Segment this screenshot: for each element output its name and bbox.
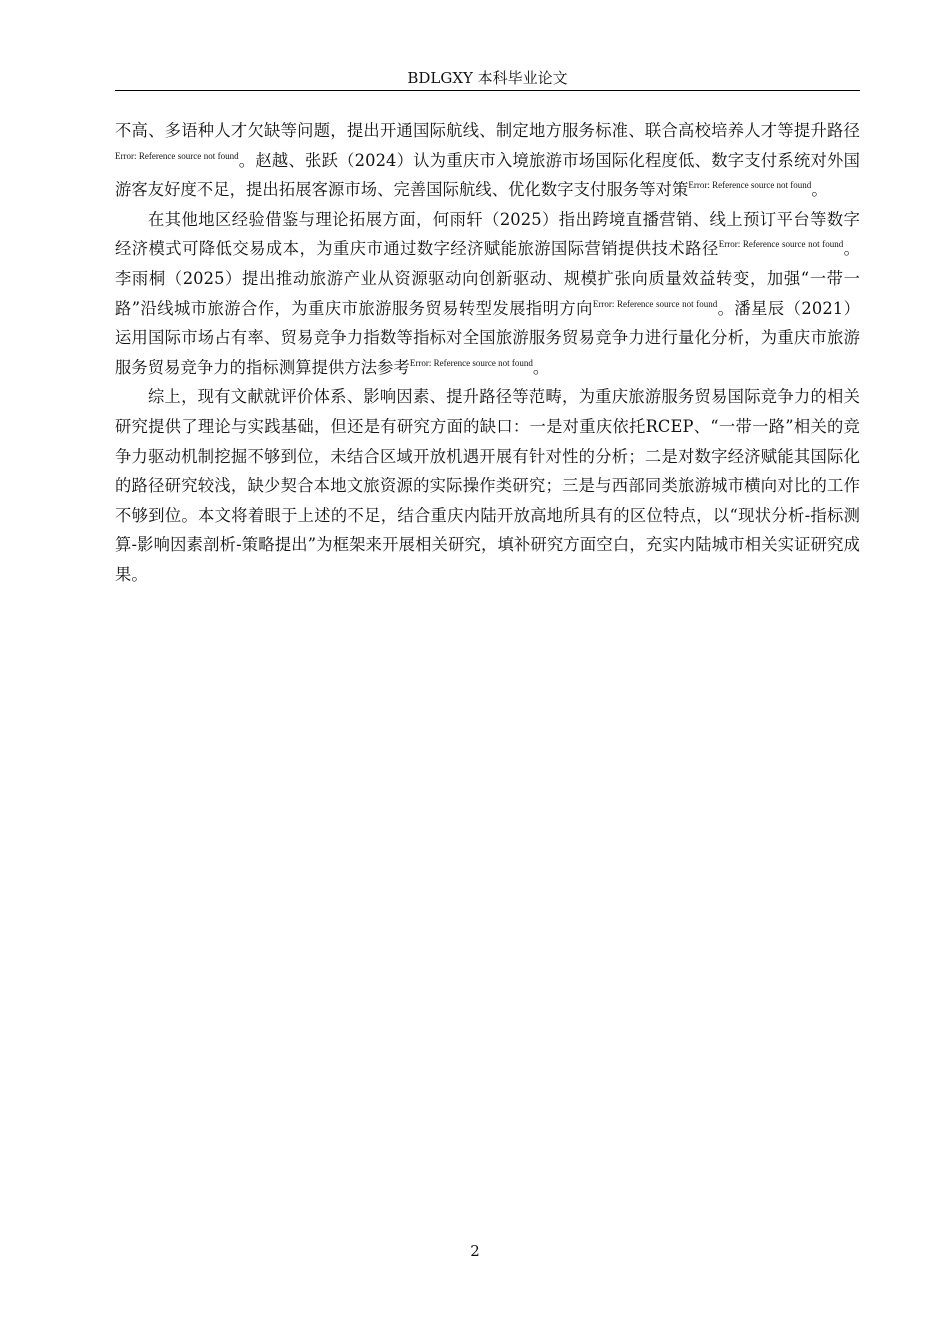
paragraph-2 <box>115 205 860 383</box>
citation-error: Error: Reference source not found <box>718 239 844 250</box>
paragraph-1 <box>115 116 860 205</box>
citation-error: Error: Reference source not found <box>409 357 533 368</box>
page-number: 2 <box>470 1242 480 1260</box>
header-rule <box>115 90 860 91</box>
document-body <box>115 116 860 590</box>
citation-error: Error: Reference source not found <box>688 180 812 191</box>
paragraph-1-text-b: 。赵越、张跃（2024）认为重庆市入境旅游市场国际化程度低、数字支付系统对外国游客友好度不足，提出拓展客源市场、完善国际航线、优化数字支付服务等对策 <box>115 150 860 200</box>
citation-error: Error: Reference source not found <box>592 298 718 309</box>
paragraph-3: 综上，现有文献就评价体系、影响因素、提升路径等范畴，为重庆旅游服务贸易国际竞争力的相关研究提供了理论与实践基础，但还是有研究方面的缺口：一是对重庆依托RCEP、“一带一路”相关的竞争力驱动机制挖掘不够到位，未结合区域开放机遇开展有针对性的分析；二是对数字经济赋能其国际化的路径研究较浅，缺少契合本地文旅资源的实际操作类研究；三是与西部同类旅游城市横向对比的工作不够到位。本文将着眼于上述的不足，结合重庆内陆开放高地所具有的区位特点，以“现状分析-指标测算-影响因素剖析-策略提出”为框架来开展相关研究，填补研究方面空白，充实内陆城市相关实证研究成果。 <box>115 387 860 584</box>
paragraph-1-text-a: 不高、多语种人才欠缺等问题，提出开通国际航线、制定地方服务标准、联合高校培养人才等提升路径 <box>115 121 860 140</box>
paragraph-2-text-b: 。李雨桐（2025）提出推动旅游产业从资源驱动向创新驱动、规模扩张向质量效益转变，加强“一带一路”沿线城市旅游合作，为重庆市旅游服务贸易转型发展指明方向 <box>115 239 860 318</box>
paragraph-2-text-c: 。潘星辰（2021）运用国际市场占有率、贸易竞争力指数等指标对全国旅游服务贸易竞争力进行量化分析，为重庆市旅游服务贸易竞争力的指标测算提供方法参考 <box>115 298 860 377</box>
paragraph-2-text-d: 。 <box>532 357 550 377</box>
header-title: BDLGXY 本科毕业论文 <box>407 69 568 87</box>
page-header <box>115 68 860 92</box>
paragraph-2-text-a: 在其他地区经验借鉴与理论拓展方面，何雨轩（2025）指出跨境直播营销、线上预订平台等数字经济模式可降低交易成本，为重庆市通过数字经济赋能旅游国际营销提供技术路径 <box>115 209 860 259</box>
paragraph-1-text-c: 。 <box>811 180 828 200</box>
citation-error: Error: Reference source not found <box>115 150 239 161</box>
